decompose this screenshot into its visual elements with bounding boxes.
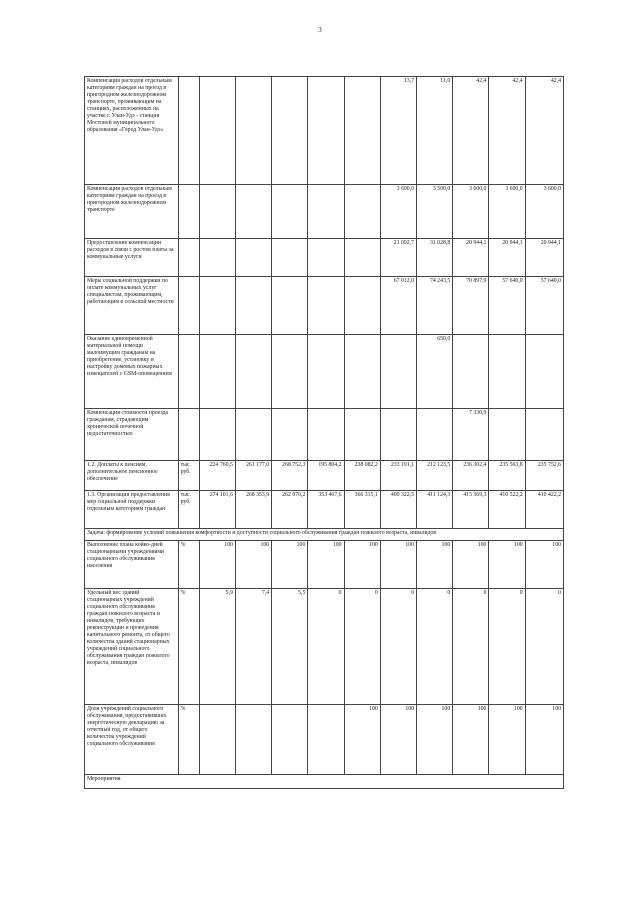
value-cell xyxy=(235,77,271,185)
value-cell: 20 944,1 xyxy=(525,239,563,277)
indicator-label: Удельный вес зданий стационарных учреждений социального обслуживания граждан пожилого возраста и инвалидов, требующих реконструкции и проведения капитального ремонта, от общего количества зданий стационарных учреждений социального обслуживания граждан пожилого возраста, инвалидов xyxy=(85,589,179,705)
value-cell xyxy=(489,335,525,409)
value-cell xyxy=(344,277,380,335)
indicator-label: 1.3. Организация предоставления мер социальной поддержки отдельным категориям граждан xyxy=(85,491,179,529)
value-cell: 100 xyxy=(344,705,380,775)
value-cell: 42,4 xyxy=(453,77,489,185)
value-cell: 274 101,6 xyxy=(199,491,235,529)
value-cell: 100 xyxy=(344,541,380,589)
value-cell: 31 028,8 xyxy=(417,239,453,277)
value-cell xyxy=(272,239,308,277)
indicator-label: Оказание единовременной материальной помощи малоимущим гражданам на приобретение, установку и настройку домовых пожарных извещателей с GSM-оповещением xyxy=(85,335,179,409)
indicator-label: Компенсация расходов отдельным категориям граждан на проезд в пригородном железнодорожном транспорте, проживающим на станциях, расположенных на участке г. Улан-Удэ - станция Мостовой муниципального образования «Город Улан-Удэ» xyxy=(85,77,179,185)
value-cell xyxy=(344,409,380,461)
value-cell: 7,4 xyxy=(235,589,271,705)
value-cell: 3 500,0 xyxy=(417,185,453,239)
value-cell xyxy=(272,409,308,461)
table-row xyxy=(85,77,564,185)
indicator-label: Предоставление компенсации расходов в связи с ростом платы за коммунальные услуги xyxy=(85,239,179,277)
indicator-label: Выполнение плана койко-дней стационарными учреждениями социального обслуживания населения xyxy=(85,541,179,589)
value-cell: 262 070,2 xyxy=(272,491,308,529)
value-cell: 57 640,0 xyxy=(489,277,525,335)
unit-cell: тыс. руб. xyxy=(178,491,199,529)
indicators-table xyxy=(84,76,564,789)
value-cell: 0 xyxy=(453,589,489,705)
value-cell: 353 467,6 xyxy=(308,491,344,529)
value-cell: 5,9 xyxy=(199,589,235,705)
value-cell: 100 xyxy=(489,705,525,775)
value-cell: 3 600,0 xyxy=(380,185,416,239)
value-cell: 235 563,8 xyxy=(489,461,525,491)
value-cell xyxy=(199,335,235,409)
value-cell: 100 xyxy=(489,541,525,589)
value-cell: 3 600,0 xyxy=(453,185,489,239)
unit-cell: % xyxy=(178,705,199,775)
value-cell: 21 092,7 xyxy=(380,239,416,277)
value-cell: 0 xyxy=(417,589,453,705)
value-cell: 11,0 xyxy=(417,77,453,185)
value-cell: 236 302,4 xyxy=(453,461,489,491)
section-row xyxy=(85,775,564,789)
value-cell xyxy=(417,409,453,461)
value-cell xyxy=(344,185,380,239)
value-cell: 5,5 xyxy=(272,589,308,705)
table-row xyxy=(85,277,564,335)
value-cell: 3 600,0 xyxy=(525,185,563,239)
indicator-label: 1.2. Доплаты к пенсиям, дополнительное пенсионное обеспечение xyxy=(85,461,179,491)
value-cell xyxy=(308,335,344,409)
unit-cell xyxy=(178,277,199,335)
value-cell xyxy=(344,335,380,409)
value-cell: 70 897,9 xyxy=(453,277,489,335)
indicator-label: Компенсация стоимости проезда гражданам, страдающим хронической почечной недостаточностью xyxy=(85,409,179,461)
table-row xyxy=(85,461,564,491)
section-heading: Мероприятия xyxy=(85,775,564,789)
value-cell: 100 xyxy=(380,541,416,589)
unit-cell: % xyxy=(178,589,199,705)
value-cell: 366 315,1 xyxy=(344,491,380,529)
value-cell xyxy=(380,335,416,409)
table-row xyxy=(85,705,564,775)
value-cell: 20 944,1 xyxy=(489,239,525,277)
value-cell xyxy=(235,239,271,277)
value-cell xyxy=(199,409,235,461)
value-cell: 100 xyxy=(235,541,271,589)
value-cell xyxy=(308,409,344,461)
value-cell: 233 191,1 xyxy=(380,461,416,491)
section-row xyxy=(85,529,564,541)
value-cell xyxy=(199,77,235,185)
page-number: 3 xyxy=(318,26,322,34)
value-cell: 13,7 xyxy=(380,77,416,185)
value-cell: 0 xyxy=(344,589,380,705)
indicator-label: Компенсация расходов отдельным категориям граждан на проезд в пригородном железнодорожном транспорте xyxy=(85,185,179,239)
value-cell: 235 752,6 xyxy=(525,461,563,491)
value-cell xyxy=(272,185,308,239)
value-cell xyxy=(308,185,344,239)
value-cell: 261 177,0 xyxy=(235,461,271,491)
table-row xyxy=(85,335,564,409)
value-cell: 650,0 xyxy=(417,335,453,409)
value-cell: 100 xyxy=(417,541,453,589)
value-cell xyxy=(235,705,271,775)
unit-cell xyxy=(178,185,199,239)
value-cell: 411 124,3 xyxy=(417,491,453,529)
value-cell xyxy=(235,335,271,409)
value-cell: 100 xyxy=(453,541,489,589)
indicator-label: Доля учреждений социального обслуживания, предоставивших энергетическую декларацию за отчетный год, от общего количества учреждений социального обслуживания xyxy=(85,705,179,775)
value-cell: 100 xyxy=(417,705,453,775)
value-cell: 3 600,0 xyxy=(489,185,525,239)
table-row xyxy=(85,541,564,589)
value-cell xyxy=(272,335,308,409)
value-cell: 20 944,1 xyxy=(453,239,489,277)
value-cell xyxy=(272,77,308,185)
value-cell: 224 760,5 xyxy=(199,461,235,491)
value-cell: 415 369,3 xyxy=(453,491,489,529)
unit-cell xyxy=(178,239,199,277)
value-cell xyxy=(380,409,416,461)
value-cell xyxy=(272,705,308,775)
value-cell: 410 422,2 xyxy=(525,491,563,529)
value-cell xyxy=(272,277,308,335)
value-cell xyxy=(453,335,489,409)
value-cell: 268 752,3 xyxy=(272,461,308,491)
value-cell: 100 xyxy=(525,705,563,775)
value-cell xyxy=(199,705,235,775)
value-cell: 67 012,0 xyxy=(380,277,416,335)
value-cell: 100 xyxy=(453,705,489,775)
table-row xyxy=(85,589,564,705)
indicator-label: Меры социальной поддержки по оплате коммунальных услуг специалистам, проживающим, работающим в сельской местности xyxy=(85,277,179,335)
value-cell: 0 xyxy=(525,589,563,705)
value-cell: 0 xyxy=(308,589,344,705)
section-heading: Задача: формирование условий повышения комфортности и доступности социального обслуживания граждан пожилого возраста, инвалидов xyxy=(85,529,564,541)
value-cell: 238 082,2 xyxy=(344,461,380,491)
value-cell: 410 522,2 xyxy=(489,491,525,529)
value-cell xyxy=(308,77,344,185)
value-cell: 100 xyxy=(272,541,308,589)
unit-cell xyxy=(178,77,199,185)
value-cell: 268 353,9 xyxy=(235,491,271,529)
value-cell: 100 xyxy=(525,541,563,589)
value-cell: 7 330,9 xyxy=(453,409,489,461)
value-cell xyxy=(235,277,271,335)
table-row xyxy=(85,185,564,239)
value-cell: 400 322,5 xyxy=(380,491,416,529)
table-row xyxy=(85,491,564,529)
value-cell xyxy=(525,409,563,461)
value-cell xyxy=(344,77,380,185)
unit-cell: тыс. руб. xyxy=(178,461,199,491)
value-cell: 195 804,2 xyxy=(308,461,344,491)
value-cell: 100 xyxy=(380,705,416,775)
table-row xyxy=(85,239,564,277)
value-cell xyxy=(199,185,235,239)
unit-cell xyxy=(178,335,199,409)
value-cell: 0 xyxy=(380,589,416,705)
unit-cell xyxy=(178,409,199,461)
value-cell: 42,4 xyxy=(525,77,563,185)
value-cell: 100 xyxy=(199,541,235,589)
value-cell: 42,4 xyxy=(489,77,525,185)
value-cell xyxy=(489,409,525,461)
value-cell xyxy=(199,239,235,277)
unit-cell: % xyxy=(178,541,199,589)
value-cell: 212 123,5 xyxy=(417,461,453,491)
value-cell xyxy=(308,705,344,775)
value-cell xyxy=(235,185,271,239)
value-cell xyxy=(525,335,563,409)
value-cell xyxy=(344,239,380,277)
value-cell: 57 640,0 xyxy=(525,277,563,335)
table-row xyxy=(85,409,564,461)
value-cell xyxy=(199,277,235,335)
value-cell xyxy=(235,409,271,461)
value-cell xyxy=(308,239,344,277)
value-cell xyxy=(308,277,344,335)
value-cell: 100 xyxy=(308,541,344,589)
value-cell: 74 243,5 xyxy=(417,277,453,335)
value-cell: 0 xyxy=(489,589,525,705)
